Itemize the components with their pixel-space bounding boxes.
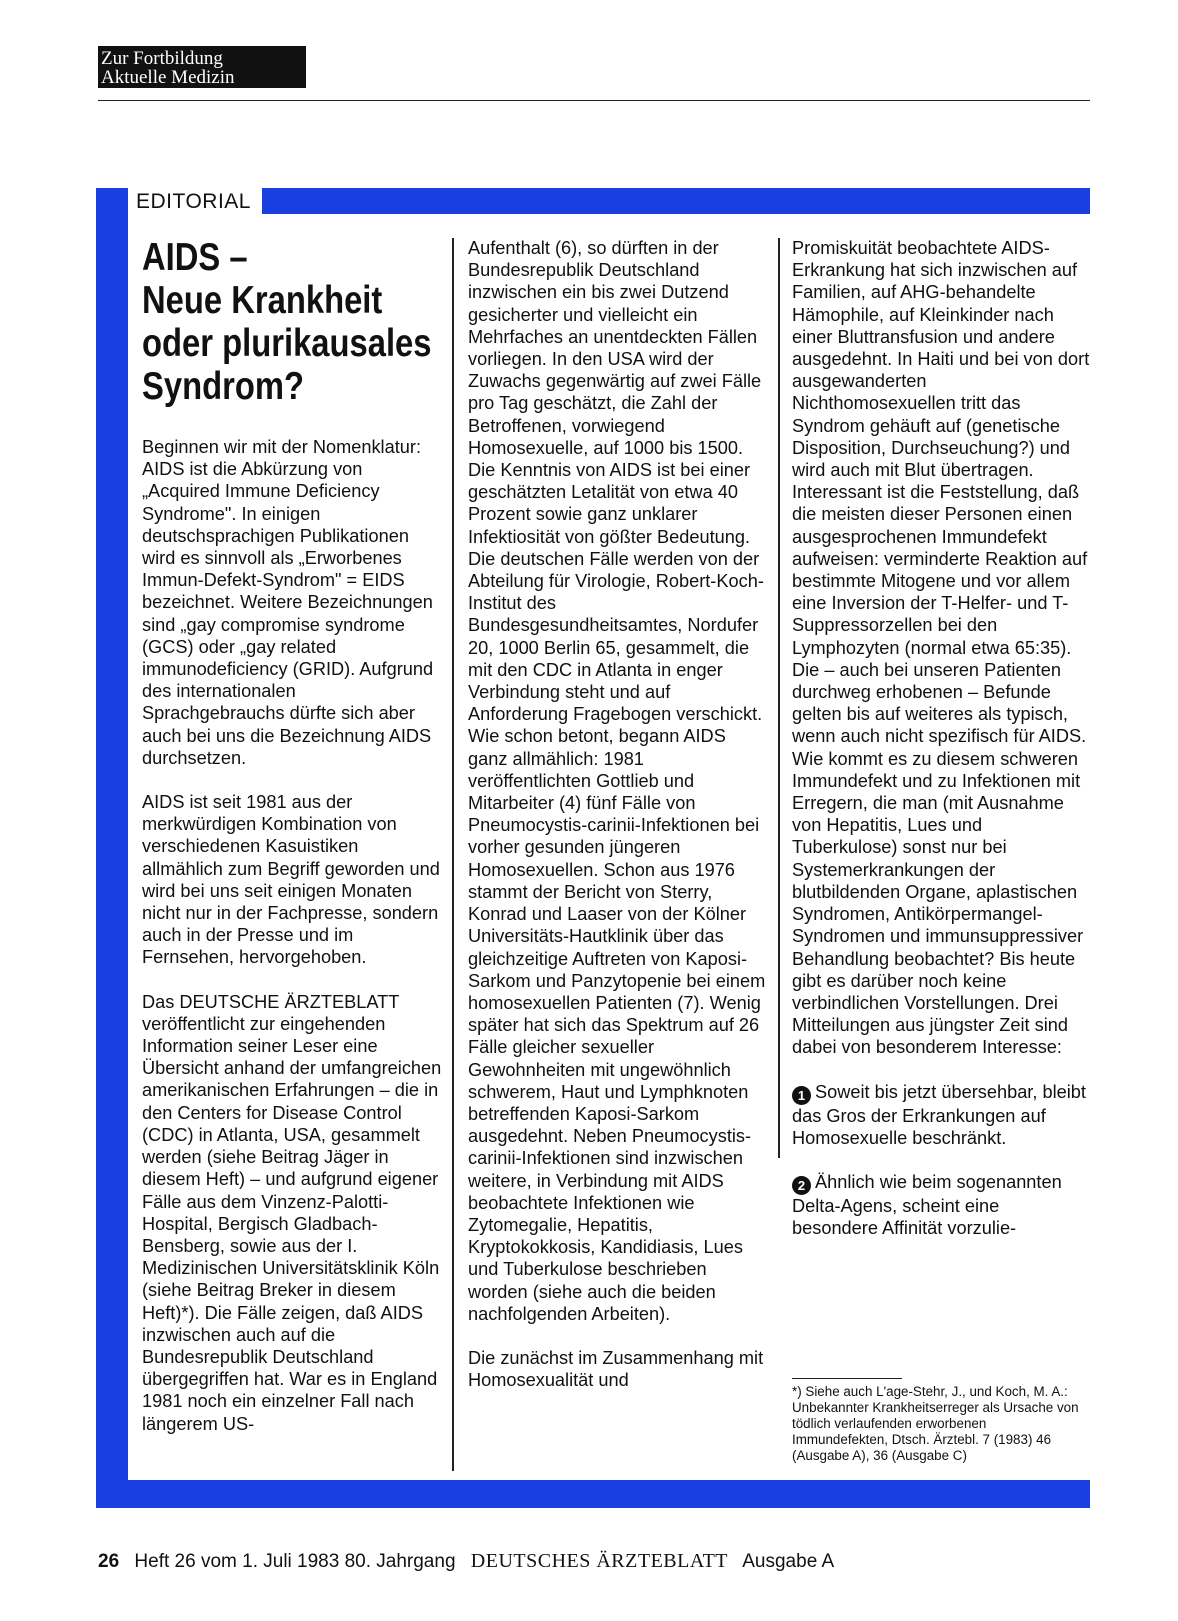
article-column-2	[468, 237, 768, 1413]
issue-info: Heft 26 vom 1. Juli 1983 80. Jahrgang	[134, 1551, 456, 1572]
headline-line: AIDS –	[142, 236, 248, 279]
point-text: Soweit bis jetzt übersehbar, bleibt das Gros der Erkrankungen auf Homosexuelle beschränkt.	[792, 1081, 1086, 1148]
numbered-point	[792, 1171, 1090, 1239]
column-divider	[778, 238, 780, 1158]
headline-line: Neue Krankheit	[142, 279, 383, 322]
article-headline	[142, 236, 432, 408]
headline-line: Syndrom?	[142, 365, 305, 408]
footnote: *) Siehe auch L'age-Stehr, J., und Koch, M. A.: Unbekannter Krankheitserreger als Ursache von tödlich verlaufenden erworbenen Immundefekten, Dtsch. Ärztebl. 7 (1983) 46 (Ausgabe A), 36 (Ausgabe C)	[792, 1384, 1079, 1463]
paragraph: Promiskuität beobachtete AIDS-Erkrankung hat sich inzwischen auf Familien, auf AHG-behandelte Hämophile, auf Kleinkinder nach einer Bluttransfusion und andere ausgedehnt. In Haiti und bei von dort ausgewanderten Nichthomosexuellen tritt das Syndrom gehäuft auf (genetische Disposition, Durchseuchung?) und wird auch mit Blut übertragen. Interessant ist die Feststellung, daß die meisten dieser Personen einen ausgesprochenen Immundefekt aufweisen: verminderte Reaktion auf bestimmte Mitogene und vor allem eine Inversion der T-Helfer- und T-Suppressorzellen bei den Lymphozyten (normal etwa 65:35). Die – auch bei unseren Patienten durchweg erhobenen – Befunde gelten bis auf weiteres als typisch, wenn auch nicht spezifisch für AIDS. Wie kommt es zu diesem schweren Immundefekt und zu Infektionen mit Erregern, die man (mit Ausnahme von Hepatitis, Lues und Tuberkulose) sonst nur bei Systemerkrankungen der blutbildenden Organe, aplastischen Syndromen, Antikörpermangel-Syndromen und immunsuppressiver Behandlung beobachtet? Bis heute gibt es darüber noch keine verbindlichen Vorstellungen. Drei Mitteilungen aus jüngster Zeit sind dabei von besonderem Interesse:	[792, 238, 1090, 1058]
journal-name: DEUTSCHES ÄRZTEBLATT	[470, 1550, 729, 1572]
section-label-line2: Aktuelle Medizin	[101, 67, 235, 88]
paragraph: Beginnen wir mit der Nomenklatur: AIDS ist die Abkürzung von „Acquired Immune Deficiency Syndrome". In einigen deutschsprachigen Publikationen wird es sinnvoll als „Erworbenes Immun-Defekt-Syndrom" = EIDS bezeichnet. Weitere Bezeichnungen sind „gay compromise syndrome (GCS) oder „gay related immunodeficiency (GRID). Aufgrund des internationalen Sprachgebrauchs dürfte sich aber auch bei uns die Bezeichnung AIDS durchsetzen.	[142, 437, 434, 768]
paragraph: Aufenthalt (6), so dürften in der Bundesrepublik Deutschland inzwischen ein bis zwei Dutzend gesicherter und vielleicht ein Mehrfaches an unentdeckten Fällen vorliegen. In den USA wird der Zuwachs gegenwärtig auf zwei Fälle pro Tag geschätzt, die Zahl der Betroffenen, vorwiegend Homosexuelle, auf 1000 bis 1500. Die Kenntnis von AIDS ist bei einer geschätzten Letalität von etwa 40 Prozent sowie ganz unklarer Infektiosität von gößter Bedeutung. Die deutschen Fälle werden von der Abteilung für Virologie, Robert-Koch-Institut des Bundesgesundheitsamtes, Nordufer 20, 1000 Berlin 65, gesammelt, die mit den CDC in Atlanta in enger Verbindung steht und auf Anforderung Fragebogen verschickt. Wie schon betont, begann AIDS ganz allmählich: 1981 veröffentlichten Gottlieb und Mitarbeiter (4) fünf Fälle von Pneumocystis-carinii-Infektionen bei vorher gesunden jüngeren Homosexuellen. Schon aus 1976 stammt der Bericht von Sterry, Konrad und Laaser von der Kölner Universitäts-Hautklinik über das gleichzeitige Auftreten von Kaposi-Sarkom und Panzytopenie bei einem homosexuellen Patienten (7). Wenig später hat sich das Spektrum auf 26 Fälle gleicher sexueller Gewohnheiten mit ungewöhnlich schwerem, Haut und Lymphknoten betreffenden Kaposi-Sarkom ausgedehnt. Neben Pneumocystis-carinii-Infektionen sind inzwischen weitere, in Verbindung mit AIDS beobachtete Infektionen wie Zytomegalie, Hepatitis, Kryptokokkosis, Kandidiasis, Lues und Tuberkulose beschrieben worden (siehe auch die beiden nachfolgenden Arbeiten).	[468, 238, 766, 1324]
page-footer	[98, 1550, 834, 1573]
editorial-frame-left-bar	[96, 188, 128, 1508]
editorial-frame-bottom-bar	[96, 1480, 1090, 1508]
paragraph: Die zunächst im Zusammenhang mit Homosexualität und	[468, 1347, 764, 1391]
section-label-line1: Zur Fortbildung	[101, 48, 223, 69]
article-column-1	[142, 436, 442, 1457]
edition: Ausgabe A	[742, 1551, 835, 1572]
paragraph: AIDS ist seit 1981 aus der merkwürdigen Kombination von verschiedenen Kasuistiken allmählich zum Begriff geworden und wird bei uns seit einigen Monaten nicht nur in der Fachpresse, sondern auch in der Presse und im Fernsehen, hervorgehoben.	[142, 792, 440, 968]
page-number: 26	[98, 1551, 120, 1572]
article-column-3	[792, 237, 1090, 1261]
point-text: Ähnlich wie beim sogenannten Delta-Agens, scheint eine besondere Affinität vorzulie-	[792, 1171, 1062, 1239]
number-2-icon: 2	[792, 1176, 811, 1195]
top-rule	[98, 100, 1090, 101]
editorial-label: EDITORIAL	[136, 190, 251, 213]
editorial-frame-top-bar	[262, 188, 1090, 214]
headline-line: oder plurikausales	[142, 322, 432, 365]
column-divider	[452, 238, 454, 1471]
section-badge	[98, 46, 306, 88]
number-1-icon: 1	[792, 1086, 811, 1105]
numbered-point	[792, 1081, 1090, 1149]
footnote-rule	[792, 1378, 902, 1379]
paragraph: Das DEUTSCHE ÄRZTEBLATT veröffentlicht zur eingehenden Information seiner Leser eine Übersicht anhand der umfangreichen amerikanischen Erfahrungen – die in den Centers for Disease Control (CDC) in Atlanta, USA, gesammelt werden (siehe Beitrag Jäger in diesem Heft) – und aufgrund eigener Fälle aus dem Vinzenz-Palotti-Hospital, Bergisch Gladbach-Bensberg, sowie aus der I. Medizinischen Universitätsklinik Köln (siehe Beitrag Breker in diesem Heft)*). Die Fälle zeigen, daß AIDS inzwischen auch auf die Bundesrepublik Deutschland übergegriffen hat. War es in England 1981 noch ein einzelner Fall nach längerem US-	[142, 991, 442, 1434]
